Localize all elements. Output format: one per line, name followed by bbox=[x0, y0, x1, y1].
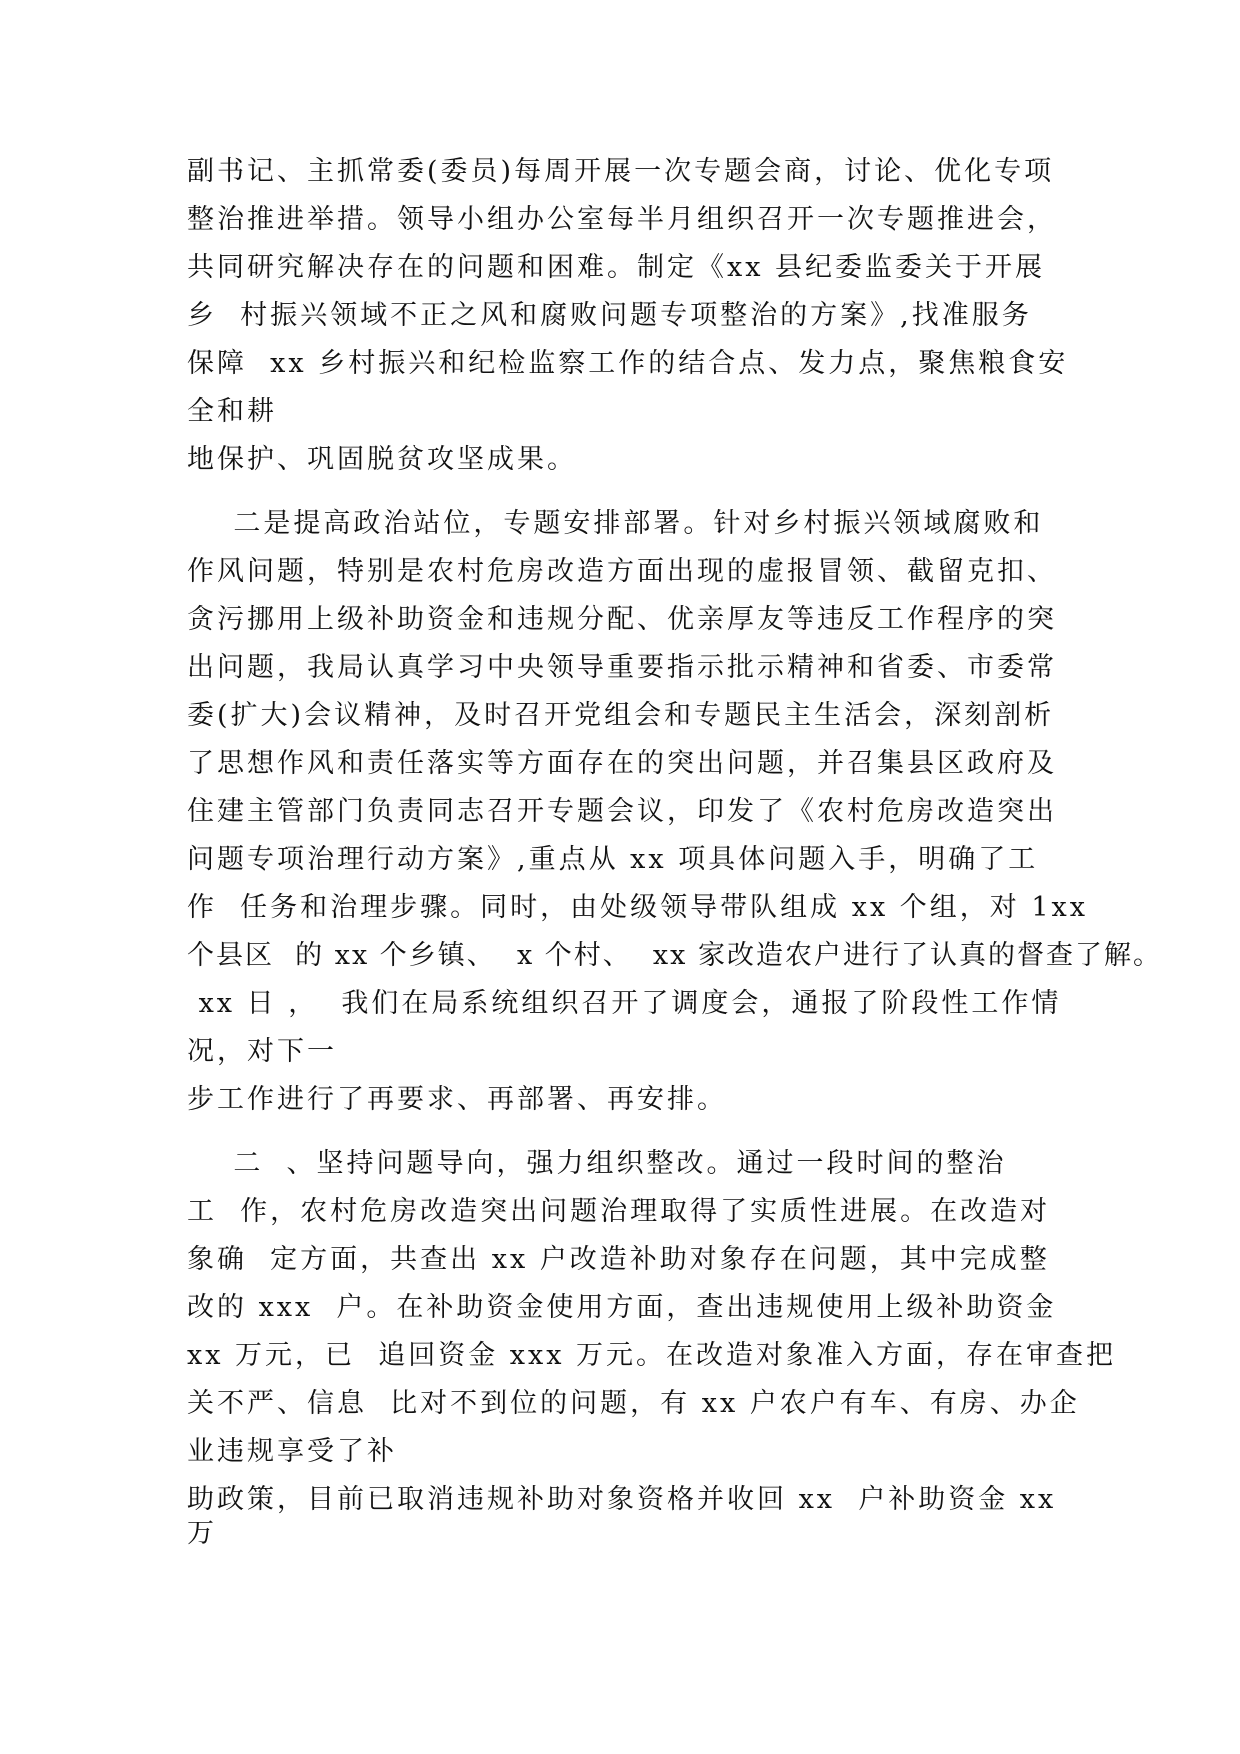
text-line: 整治推进举措。领导小组办公室每半月组织召开一次专题推进会， bbox=[187, 204, 1057, 235]
text-line: 象确 定方面，共查出 xx 户改造补助对象存在问题，其中完成整 bbox=[187, 1244, 1050, 1275]
text-line: 个县区 的 xx 个乡镇、 x 个村、 xx 家改造农户进行了认真的督查了解。 bbox=[187, 940, 1162, 971]
text-line: 万 bbox=[187, 1518, 217, 1549]
paragraph-start-line: 二 、坚持问题导向，强力组织整改。通过一段时间的整治 bbox=[187, 1148, 1007, 1179]
text-line: xx 万元，已 追回资金 xxx 万元。在改造对象准入方面，存在审查把 bbox=[187, 1340, 1117, 1371]
text-line: xx 日 ， 我们在局系统组织召开了调度会，通报了阶段性工作情 bbox=[187, 988, 1062, 1019]
text-line: 乡 村振兴领域不正之风和腐败问题专项整治的方案》,找准服务 bbox=[187, 300, 1032, 331]
text-line: 全和耕 bbox=[187, 396, 277, 427]
text-line: 作 任务和治理步骤。同时，由处级领导带队组成 xx 个组，对 1xx bbox=[187, 892, 1088, 923]
text-line: 改的 xxx 户。在补助资金使用方面，查出违规使用上级补助资金 bbox=[187, 1292, 1057, 1323]
text-line: 副书记、主抓常委(委员)每周开展一次专题会商，讨论、优化专项 bbox=[187, 156, 1055, 187]
text-line: 业违规享受了补 bbox=[187, 1436, 397, 1467]
text-line: 作风问题，特别是农村危房改造方面出现的虚报冒领、截留克扣、 bbox=[187, 556, 1057, 587]
text-line: 了思想作风和责任落实等方面存在的突出问题，并召集县区政府及 bbox=[187, 748, 1057, 779]
text-line: 贪污挪用上级补助资金和违规分配、优亲厚友等违反工作程序的突 bbox=[187, 604, 1057, 635]
text-line: 步工作进行了再要求、再部署、再安排。 bbox=[187, 1084, 727, 1115]
text-line: 工 作，农村危房改造突出问题治理取得了实质性进展。在改造对 bbox=[187, 1196, 1051, 1227]
text-line: 关不严、信息 比对不到位的问题，有 xx 户农户有车、有房、办企 bbox=[187, 1388, 1080, 1419]
text-line: 问题专项治理行动方案》,重点从 xx 项具体问题入手，明确了工 bbox=[187, 844, 1039, 875]
text-line: 住建主管部门负责同志召开专题会议，印发了《农村危房改造突出 bbox=[187, 796, 1057, 827]
text-line: 共同研究解决存在的问题和困难。制定《xx 县纪委监委关于开展 bbox=[187, 252, 1046, 283]
text-line: 委(扩大)会议精神，及时召开党组会和专题民主生活会，深刻剖析 bbox=[187, 700, 1055, 731]
text-line: 地保护、巩固脱贫攻坚成果。 bbox=[187, 444, 577, 475]
text-line: 况，对下一 bbox=[187, 1036, 337, 1067]
paragraph-start-line: 二是提高政治站位，专题安排部署。针对乡村振兴领域腐败和 bbox=[187, 508, 1044, 539]
text-line: 助政策，目前已取消违规补助对象资格并收回 xx 户补助资金 xx bbox=[187, 1484, 1057, 1515]
text-line: 出问题，我局认真学习中央领导重要指示批示精神和省委、市委常 bbox=[187, 652, 1057, 683]
text-line: 保障 xx 乡村振兴和纪检监察工作的结合点、发力点，聚焦粮食安 bbox=[187, 348, 1069, 379]
